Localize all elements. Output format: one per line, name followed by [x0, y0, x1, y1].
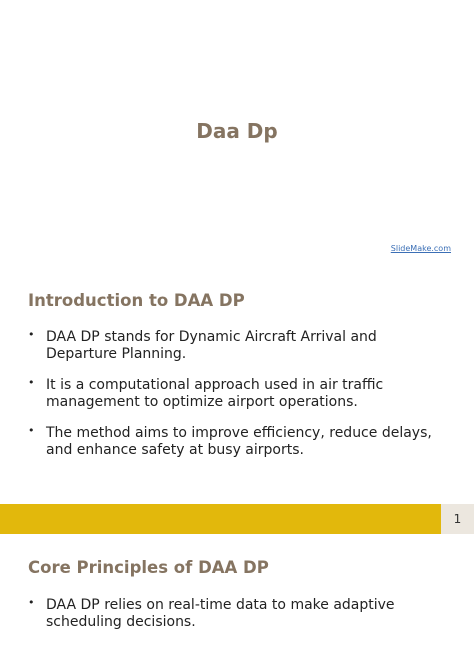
footer-band	[0, 504, 441, 534]
bullet-icon: •	[28, 424, 35, 437]
page-number: 1	[441, 504, 474, 534]
source-link[interactable]: SlideMake.com	[390, 244, 451, 253]
bullet-item: • It is a computational approach used in air traffic management to optimize airport operations.	[28, 376, 384, 410]
bullet-item: • DAA DP stands for Dynamic Aircraft Arrival and Departure Planning.	[28, 328, 377, 362]
bullet-list	[28, 329, 448, 473]
bullet-icon: •	[28, 596, 35, 609]
bullet-item: • DAA DP relies on real-time data to make adaptive scheduling decisions.	[28, 596, 395, 630]
section-heading: Introduction to DAA DP	[28, 291, 245, 310]
bullet-list	[28, 597, 448, 645]
bullet-item: • The method aims to improve efficiency, reduce delays, and enhance safety at busy airports.	[28, 424, 432, 458]
bullet-icon: •	[28, 328, 35, 341]
slide-title: Daa Dp	[196, 119, 278, 143]
section-heading: Core Principles of DAA DP	[28, 558, 269, 577]
bullet-icon: •	[28, 376, 35, 389]
